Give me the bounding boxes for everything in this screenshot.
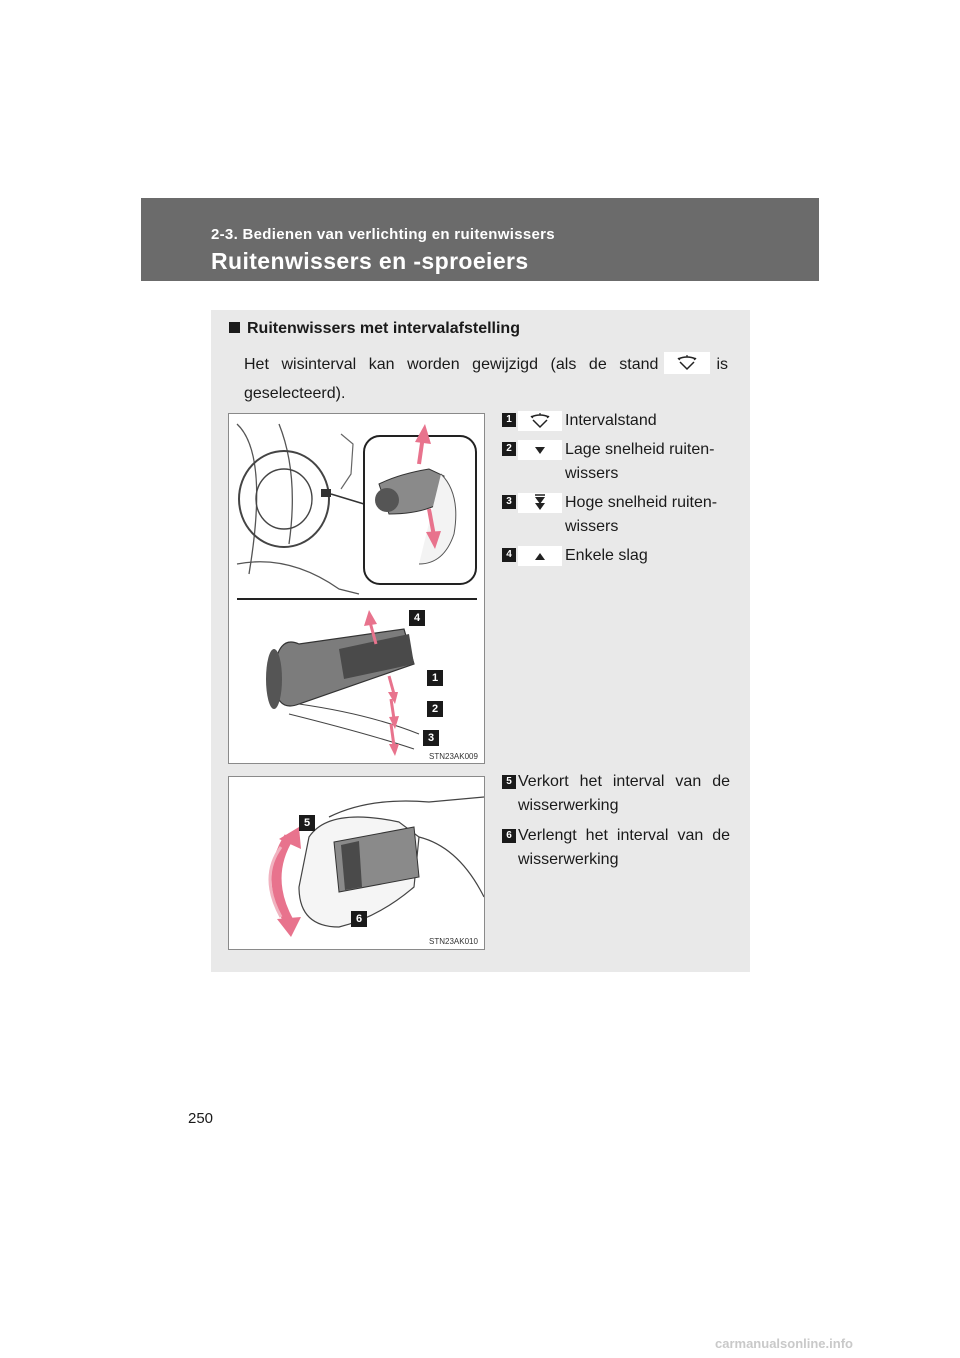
list-item bbox=[502, 491, 732, 539]
list-item bbox=[502, 544, 732, 568]
intermittent-wiper-icon bbox=[664, 352, 710, 374]
figure-label-2: 2 bbox=[427, 701, 443, 717]
low-speed-arrow-icon bbox=[518, 440, 562, 460]
page-title: Ruitenwissers en -sproeiers bbox=[211, 248, 529, 274]
figure-label-6: 6 bbox=[351, 911, 367, 927]
page-number: 250 bbox=[188, 1110, 214, 1127]
item-number-badge: 5 bbox=[502, 775, 516, 789]
high-speed-arrow-icon bbox=[518, 493, 562, 513]
section-header bbox=[141, 198, 819, 281]
item-number-badge: 1 bbox=[502, 413, 516, 427]
item-label: Hoge snelheid ruiten-wissers bbox=[565, 494, 718, 535]
intro-paragraph bbox=[244, 350, 728, 408]
interval-ring-figure bbox=[228, 776, 485, 950]
wiper-lever-illustration bbox=[229, 414, 484, 763]
intro-text-1: Het wisinterval kan worden gewijzigd (als de stand bbox=[244, 356, 659, 373]
list-item bbox=[502, 770, 730, 818]
item-number-badge: 2 bbox=[502, 442, 516, 456]
list-item bbox=[502, 438, 732, 486]
subsection-heading bbox=[229, 320, 520, 338]
item-number-badge: 3 bbox=[502, 495, 516, 509]
list-item bbox=[502, 409, 732, 433]
item-number-badge: 4 bbox=[502, 548, 516, 562]
interval-adjust-list bbox=[502, 770, 730, 878]
item-label: Verkort het interval van de wisserwerking bbox=[518, 773, 730, 814]
item-number-badge: 6 bbox=[502, 829, 516, 843]
item-label: Verlengt het interval van de wisserwerking bbox=[518, 827, 730, 868]
item-label: Intervalstand bbox=[565, 412, 657, 429]
figure-label-1: 1 bbox=[427, 670, 443, 686]
intermittent-wiper-icon bbox=[518, 411, 562, 431]
single-wipe-arrow-icon bbox=[518, 546, 562, 566]
section-title: 2-3. Bedienen van verlichting en ruitenwissers bbox=[211, 226, 555, 243]
item-label: Enkele slag bbox=[565, 547, 648, 564]
figure-code: STN23AK010 bbox=[429, 937, 478, 946]
wiper-position-list bbox=[502, 409, 732, 573]
figure-label-4: 4 bbox=[409, 610, 425, 626]
figure-label-3: 3 bbox=[423, 730, 439, 746]
item-label: Lage snelheid ruiten-wissers bbox=[565, 441, 715, 482]
figure-code: STN23AK009 bbox=[429, 752, 478, 761]
subsection-heading-text: Ruitenwissers met intervalafstelling bbox=[247, 320, 520, 337]
intro-text-2: is geselecteerd). bbox=[244, 356, 728, 402]
watermark: carmanualsonline.info bbox=[715, 1336, 853, 1351]
figure-label-5: 5 bbox=[299, 815, 315, 831]
bullet-square-icon bbox=[229, 322, 240, 333]
list-item bbox=[502, 824, 730, 872]
wiper-lever-figure bbox=[228, 413, 485, 764]
